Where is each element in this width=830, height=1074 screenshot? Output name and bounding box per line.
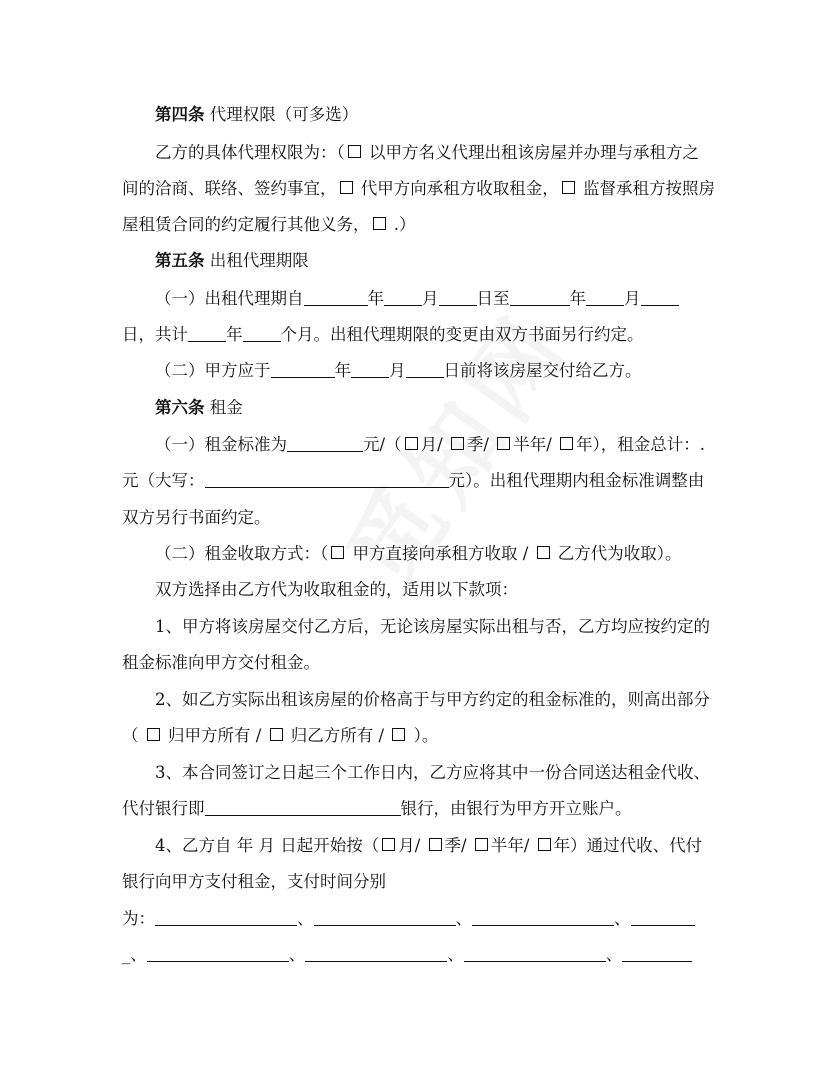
article-6-heading: [155, 396, 243, 420]
checkbox[interactable]: [331, 546, 344, 559]
text-span: 以甲方名义代理出租该房屋并办理与承租方之: [363, 143, 699, 162]
text-span: （二）租金收取方式：（: [155, 544, 329, 563]
blank-field[interactable]: [631, 907, 695, 926]
blank-field[interactable]: [304, 287, 368, 306]
article-6-line-13: 银行向甲方支付租金，支付时间分别: [122, 872, 386, 891]
article-6-label: 第六条: [155, 398, 205, 417]
checkbox[interactable]: [538, 838, 551, 851]
checkbox[interactable]: [562, 181, 575, 194]
checkbox[interactable]: [392, 728, 405, 741]
article-4-title: 代理权限（可多选）: [204, 105, 359, 124]
text-span: （二）甲方应于: [155, 361, 271, 380]
blank-field[interactable]: [622, 943, 692, 962]
text-span: 、: [288, 945, 306, 964]
blank-field[interactable]: [384, 287, 422, 306]
text-span: 元/（: [363, 435, 402, 454]
article-6-line-15: [122, 943, 692, 967]
text-span: 半年/: [513, 435, 557, 454]
text-span: （一）出租代理期自: [155, 289, 304, 308]
article-5-heading: [155, 249, 309, 273]
checkbox[interactable]: [451, 437, 464, 450]
text-span: 日至: [476, 289, 510, 308]
article-4-line-3: [122, 213, 416, 237]
blank-field[interactable]: [287, 433, 363, 452]
text-span: 、: [605, 945, 623, 964]
article-6-line-12: [155, 834, 702, 858]
text-span: 归甲方所有 /: [162, 726, 267, 745]
text-span: ）。: [408, 726, 439, 745]
text-span: .）: [388, 215, 416, 234]
text-span: 银行，由银行为甲方开立账户。: [400, 799, 632, 818]
article-6-title: 租金: [204, 398, 243, 417]
text-span: 为：: [122, 909, 155, 928]
blank-field[interactable]: [205, 797, 401, 816]
article-6-line-5: 双方选择由乙方代为收取租金的，适用以下款项：: [155, 580, 518, 599]
article-5-title: 出租代理期限: [204, 251, 309, 270]
text-span: 年: [226, 325, 243, 344]
text-span: 月: [422, 289, 439, 308]
article-4-label: 第四条: [155, 105, 205, 124]
text-span: 个月。出租代理期限的变更由双方书面另行约定。: [280, 325, 644, 344]
blank-field[interactable]: [351, 359, 389, 378]
blank-field[interactable]: [205, 469, 449, 488]
text-span: （: [122, 726, 144, 745]
text-span: 年）通过代收、代付: [553, 836, 703, 855]
checkbox[interactable]: [429, 838, 442, 851]
text-span: 、: [447, 945, 464, 964]
text-span: 甲方直接向承租方收取 /: [347, 544, 534, 563]
blank-field[interactable]: [439, 287, 477, 306]
blank-field[interactable]: [147, 943, 289, 962]
text-span: 间的洽商、联络、签约事宜，: [122, 179, 337, 198]
checkbox[interactable]: [475, 838, 488, 851]
blank-field[interactable]: [305, 943, 447, 962]
text-span: 月: [624, 289, 641, 308]
article-6-line-3: 双方另行书面约定。: [122, 508, 271, 527]
text-span: 归乙方所有 /: [285, 726, 390, 745]
text-span: 日前将该房屋交付给乙方。: [443, 361, 642, 380]
text-span: 屋租赁合同的约定履行其他义务，: [122, 215, 370, 234]
blank-field[interactable]: [586, 287, 624, 306]
article-5-line-2: [122, 323, 644, 347]
article-6-line-14: [122, 907, 695, 931]
blank-field[interactable]: [510, 287, 570, 306]
text-span: 代付银行即: [122, 799, 205, 818]
blank-field[interactable]: [406, 359, 444, 378]
text-span: 月/: [420, 435, 448, 454]
text-span: 季/: [444, 836, 472, 855]
text-span: 代甲方向承租方收取租金，: [355, 179, 559, 198]
text-span: 4、乙方自 年 月 日起开始按（: [155, 836, 380, 855]
text-span: 年: [569, 289, 586, 308]
text-span: 年: [334, 361, 351, 380]
article-5-line-3: [155, 359, 642, 383]
text-span: 、: [297, 909, 314, 928]
article-6-line-1: [155, 433, 705, 457]
article-6-line-11: [122, 797, 632, 821]
checkbox[interactable]: [340, 181, 353, 194]
article-4-heading: [155, 103, 358, 127]
text-span: 乙方代为收取）。: [552, 544, 682, 563]
text-span: 季/: [466, 435, 495, 454]
article-6-line-7: 租金标准向甲方交付租金。: [122, 653, 320, 672]
checkbox[interactable]: [147, 728, 160, 741]
text-span: 月: [389, 361, 406, 380]
checkbox[interactable]: [497, 437, 510, 450]
article-6-line-8: 2、如乙方实际出租该房屋的价格高于与甲方约定的租金标准的，则高出部分: [155, 690, 710, 709]
text-span: 日，共计: [122, 325, 188, 344]
blank-field[interactable]: [464, 943, 606, 962]
checkbox[interactable]: [382, 838, 395, 851]
checkbox[interactable]: [537, 546, 550, 559]
article-6-line-4: [155, 542, 682, 566]
text-span: 年），租金总计：: [576, 435, 700, 454]
article-6-line-2: [122, 469, 704, 493]
blank-field[interactable]: [271, 359, 335, 378]
text-span: 半年/: [490, 836, 535, 855]
checkbox[interactable]: [405, 437, 418, 450]
text-span: 元）。出租代理期内租金标准调整由: [448, 471, 705, 490]
blank-field[interactable]: [155, 907, 297, 926]
article-4-line-2: [122, 177, 715, 201]
checkbox[interactable]: [348, 145, 361, 158]
text-span: 月/: [398, 836, 426, 855]
checkbox[interactable]: [373, 217, 386, 230]
text-span: 、: [455, 909, 472, 928]
blank-field[interactable]: [188, 323, 226, 342]
blank-field[interactable]: [243, 323, 281, 342]
article-6-line-10: 3、本合同签订之日起三个工作日内，乙方应将其中一份合同送达租金代收、: [155, 763, 710, 782]
article-6-line-6: 1、甲方将该房屋交付乙方后，无论该房屋实际出租与否，乙方均应按约定的: [155, 617, 710, 636]
text-span: 元（大写：: [122, 471, 205, 490]
article-4-line-1: [155, 141, 699, 165]
text-span: .: [699, 435, 705, 454]
text-span: 乙方的具体代理权限为：（: [155, 143, 345, 162]
text-span: _、: [122, 945, 147, 964]
blank-field[interactable]: [472, 907, 614, 926]
text-span: 监督承租方按照房: [577, 179, 715, 198]
text-span: （一）租金标准为: [155, 435, 287, 454]
checkbox[interactable]: [270, 728, 283, 741]
text-span: 年: [367, 289, 384, 308]
checkbox[interactable]: [560, 437, 573, 450]
article-6-line-9: [122, 724, 438, 748]
blank-field[interactable]: [641, 287, 679, 306]
article-5-label: 第五条: [155, 251, 205, 270]
blank-field[interactable]: [314, 907, 456, 926]
text-span: 、: [614, 909, 631, 928]
article-5-line-1: [155, 287, 679, 311]
